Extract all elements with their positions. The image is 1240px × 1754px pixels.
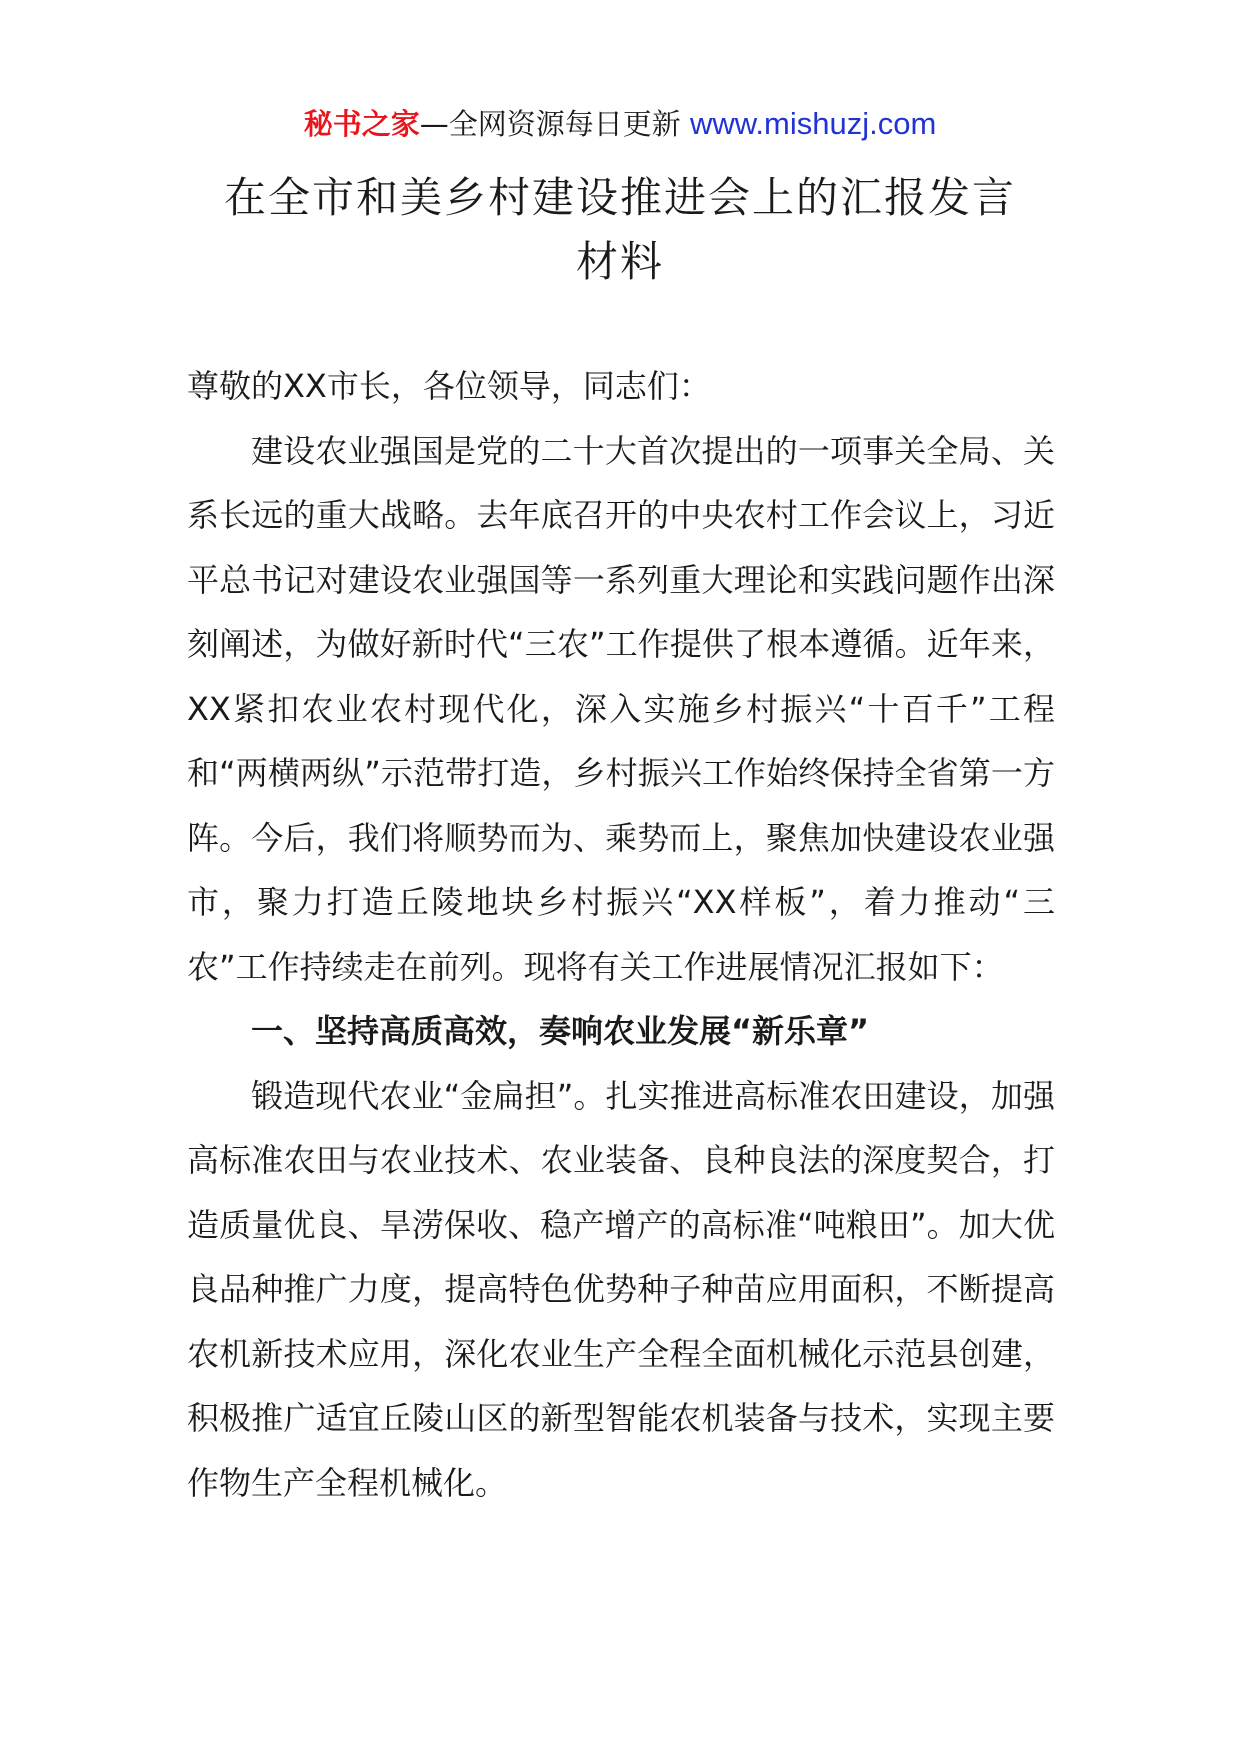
brand-name: 秘书之家	[303, 107, 420, 141]
header-tagline: —全网资源每日更新	[419, 107, 690, 141]
document-title	[120, 166, 1120, 294]
site-header-banner	[0, 104, 1240, 144]
document-title-line-1: 在全市和美乡村建设推进会上的汇报发言	[223, 173, 1016, 222]
paragraph-modern-agriculture: 锻造现代农业“金扁担”。扎实推进高标准农田建设，加强高标准农田与农业技术、农业装备、良种良法的深度契合，打造质量优良、旱涝保收、稳产增产的高标准“吨粮田”。加大优良品种推广力度，提高特色优势种子种苗应用面积，不断提高农机新技术应用，深化农业生产全程全面机械化示范县创建，积极推广适宜丘陵山区的新型智能农机装备与技术，实现主要作物生产全程机械化。	[187, 1076, 1055, 1502]
site-url-link[interactable]: www.mishuzj.com	[689, 106, 937, 141]
document-body	[187, 354, 1055, 1515]
paragraph-intro: 建设农业强国是党的二十大首次提出的一项事关全局、关系长远的重大战略。去年底召开的中央农村工作会议上，习近平总书记对建设农业强国等一系列重大理论和实践问题作出深刻阐述，为做好新时代“三农”工作提供了根本遵循。近年来，XX紧扣农业农村现代化，深入实施乡村振兴“十百千”工程和“两横两纵”示范带打造，乡村振兴工作始终保持全省第一方阵。今后，我们将顺势而为、乘势而上，聚焦加快建设农业强市，聚力打造丘陵地块乡村振兴“XX样板”，着力推动“三农”工作持续走在前列。现将有关工作进展情况汇报如下：	[187, 431, 1055, 986]
document-title-line-2: 材料	[575, 237, 664, 286]
salutation: 尊敬的XX市长，各位领导，同志们：	[187, 367, 711, 405]
section-heading-1: 一、坚持高质高效，奏响农业发展“新乐章”	[251, 1012, 870, 1050]
